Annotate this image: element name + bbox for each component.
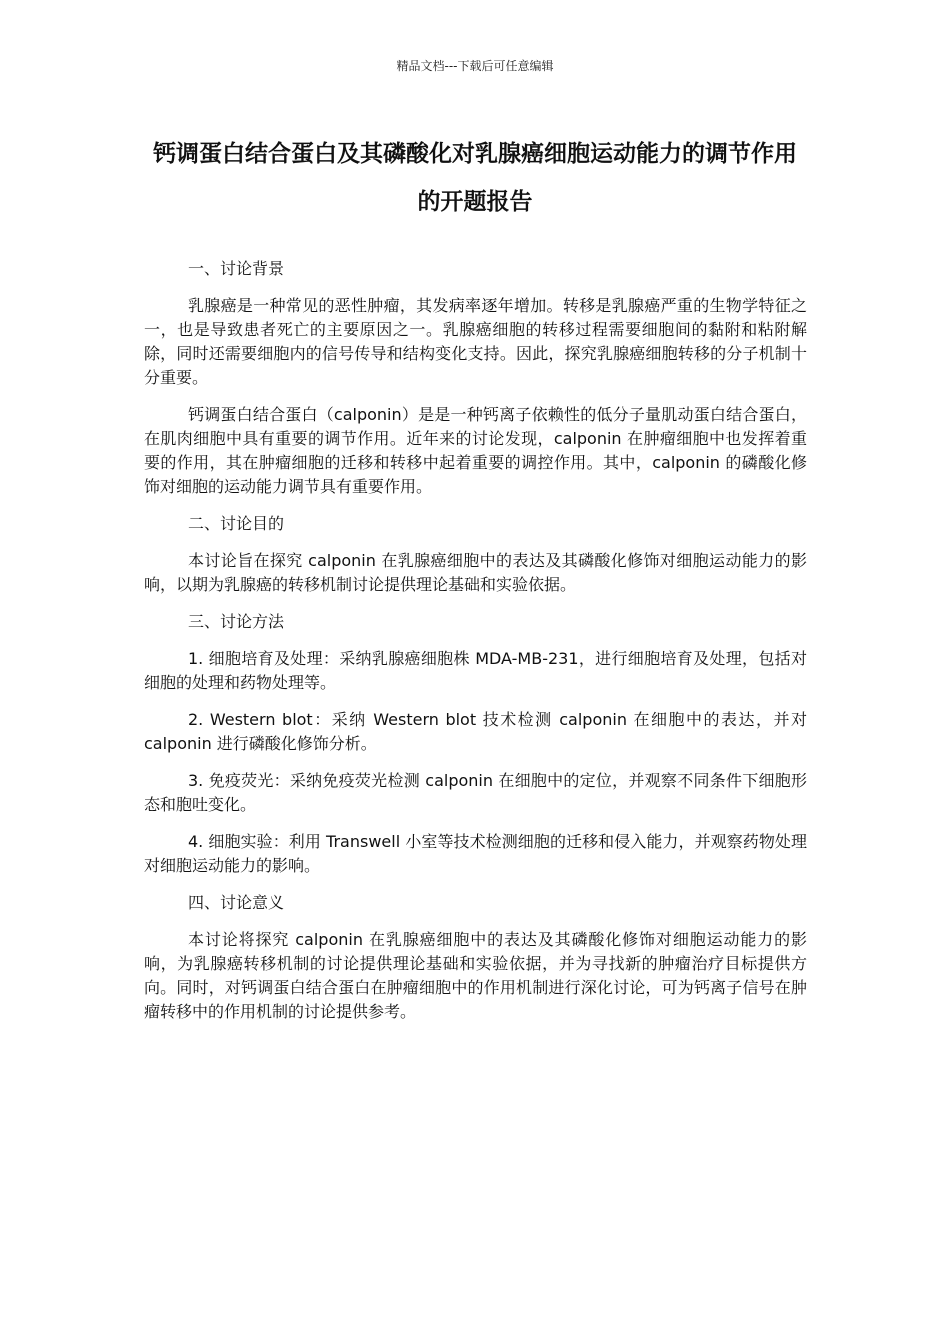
significance-paragraph-1: 本讨论将探究 calponin 在乳腺癌细胞中的表达及其磷酸化修饰对细胞运动能力的影响，为乳腺癌转移机制的讨论提供理论基础和实验依据，并为寻找新的肿瘤治疗目标提供方向。同时，对钙调蛋白结合蛋白在肿瘤细胞中的作用机制进行深化讨论，可为钙离子信号在肿瘤转移中的作用机制的讨论提供参考。: [144, 930, 807, 1021]
background-paragraph-1: 乳腺癌是一种常见的恶性肿瘤，其发病率逐年增加。转移是乳腺癌严重的生物学特征之一，也是导致患者死亡的主要原因之一。乳腺癌细胞的转移过程需要细胞间的黏附和粘附解除，同时还需要细胞内的信号传导和结构变化支持。因此，探究乳腺癌细胞转移的分子机制十分重要。: [144, 296, 807, 387]
methods-item-4: 4. 细胞实验：利用 Transwell 小室等技术检测细胞的迁移和侵入能力，并观察药物处理对细胞运动能力的影响。: [144, 832, 807, 875]
section-heading-purpose: 二、讨论目的: [188, 514, 285, 533]
section-heading-significance: 四、讨论意义: [188, 893, 285, 912]
purpose-paragraph-1: 本讨论旨在探究 calponin 在乳腺癌细胞中的表达及其磷酸化修饰对细胞运动能力的影响，以期为乳腺癌的转移机制讨论提供理论基础和实验依据。: [144, 551, 807, 594]
document-body: [144, 257, 807, 1037]
methods-item-3: 3. 免疫荧光：采纳免疫荧光检测 calponin 在细胞中的定位，并观察不同条件下细胞形态和胞吐变化。: [144, 771, 807, 814]
document-title: 钙调蛋白结合蛋白及其磷酸化对乳腺癌细胞运动能力的调节作用的开题报告: [153, 141, 797, 215]
page-header: 精品文档---下载后可任意编辑: [396, 59, 554, 73]
section-heading-methods: 三、讨论方法: [188, 612, 285, 631]
background-paragraph-2: 钙调蛋白结合蛋白（calponin）是是一种钙离子依赖性的低分子量肌动蛋白结合蛋白，在肌肉细胞中具有重要的调节作用。近年来的讨论发现，calponin 在肿瘤细胞中也发挥着重要的作用，其在肿瘤细胞的迁移和转移中起着重要的调控作用。其中，calponin 的磷酸化修饰对细胞的运动能力调节具有重要作用。: [144, 405, 807, 496]
methods-item-1: 1. 细胞培育及处理：采纳乳腺癌细胞株 MDA-MB-231，进行细胞培育及处理，包括对细胞的处理和药物处理等。: [144, 649, 807, 692]
section-heading-background: 一、讨论背景: [188, 259, 285, 278]
methods-item-2: 2. Western blot：采纳 Western blot 技术检测 calponin 在细胞中的表达，并对 calponin 进行磷酸化修饰分析。: [144, 710, 807, 753]
